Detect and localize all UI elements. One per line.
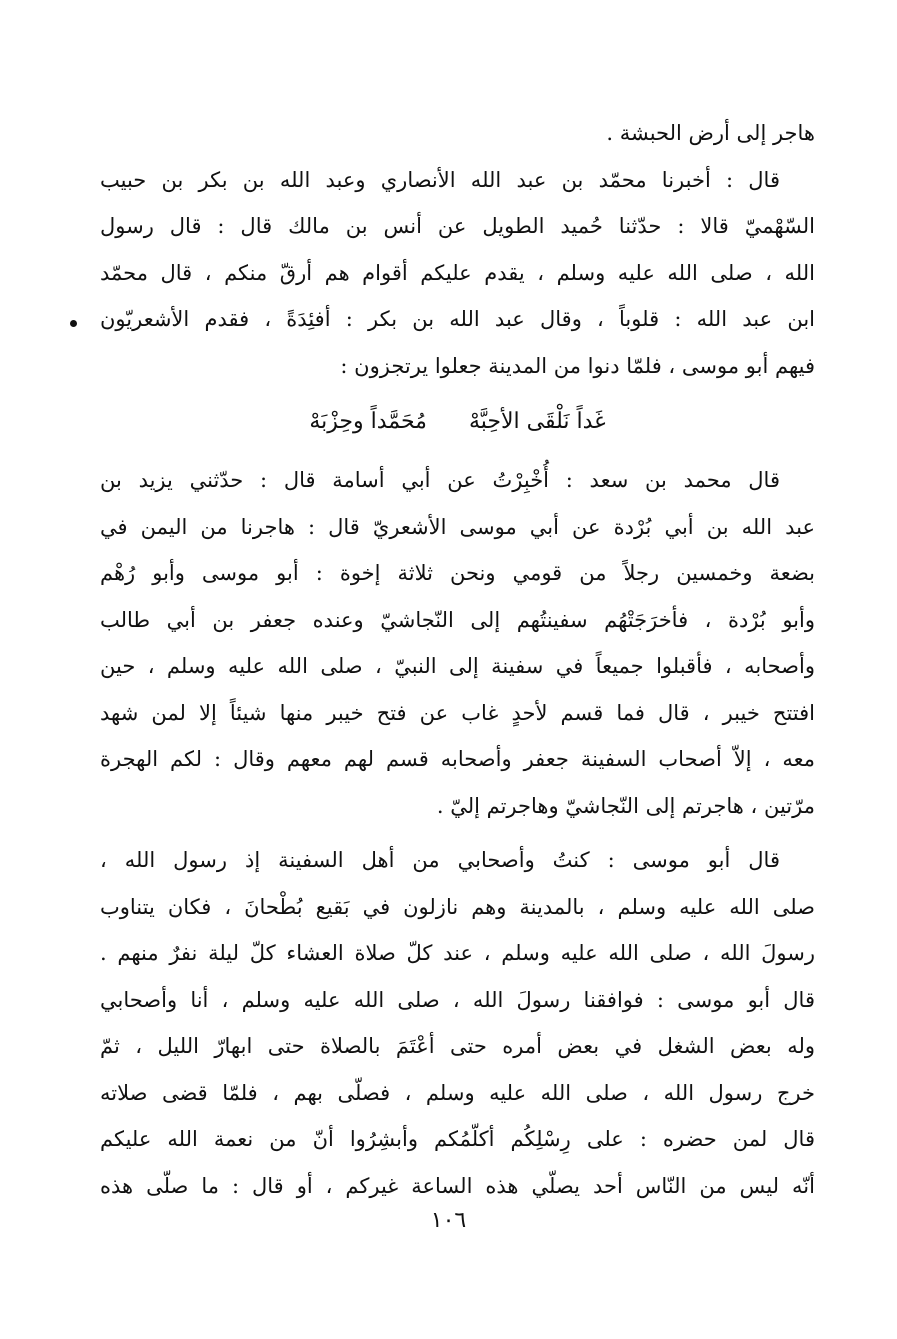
- margin-dot: [70, 320, 77, 327]
- text-line: قال : أخبرنا محمّد بن عبد الله الأنصاري وعبد الله بن بكر بن حبيب: [100, 167, 780, 192]
- verse-hemistich-1: غَداً نَلْقَى الأحِبَّهْ: [468, 409, 606, 434]
- text-line: ابن عبد الله : قلوباً ، وقال عبد الله بن بكر : أفئِدَةً ، فقدم الأشعريّون: [100, 307, 815, 331]
- verse-hemistich-2: مُحَمَّداً وحِزْبَهْ: [309, 409, 427, 434]
- paragraph-1: [100, 110, 815, 157]
- text-line: معه ، إلاّ أصحاب السفينة جعفر وأصحابه قسم لهم معهم وقال : لكم الهجرة: [100, 747, 815, 771]
- paragraph-2: [100, 157, 815, 390]
- text-line: السّهْميّ قالا : حدّثنا حُميد الطويل عن أنس بن مالك قال : قال رسول: [100, 214, 815, 238]
- text-line: صلى الله عليه وسلم ، بالمدينة وهم نازلون في بَقيع بُطْحانَ ، فكان يتناوب: [100, 894, 815, 919]
- text-line: الله ، صلى الله عليه وسلم ، يقدم عليكم أقوام هم أرقّ منكم ، قال محمّد: [100, 260, 815, 285]
- text-line: وأبو بُرْدة ، فأخرَجَتْهُم سفينتُهم إلى النّجاشيّ وعنده جعفر بن أبي طالب: [100, 607, 815, 632]
- text-line: قال لمن حضره : على رِسْلِكُم أكلّمُكم وأبشِرُوا أنّ من نعمة الله عليكم: [100, 1127, 815, 1151]
- text-line: فيهم أبو موسى ، فلمّا دنوا من المدينة جعلوا يرتجزون :: [340, 353, 815, 378]
- verse: [100, 397, 815, 447]
- text-line: قال أبو موسى : كنتُ وأصحابي من أهل السفينة إذ رسول الله ،: [100, 848, 780, 872]
- text-line: خرج رسول الله ، صلى الله عليه وسلم ، فصلّى بهم ، فلمّا قضى صلاته: [100, 1080, 815, 1105]
- text-line: قال أبو موسى : فوافقنا رسولَ الله ، صلى الله عليه وسلم ، أنا وأصحابي: [100, 987, 815, 1012]
- text-line: رسولَ الله ، صلى الله عليه وسلم ، عند كلّ صلاة العشاء كلّ ليلة نفرٌ منهم .: [100, 941, 815, 965]
- text-line: وله بعض الشغل في بعض أمره حتى أعْتَمَ بالصلاة حتى ابهارّ الليل ، ثمّ: [100, 1034, 815, 1058]
- page-number: ١٠٦: [430, 1208, 467, 1233]
- text-line: عبد الله بن أبي بُرْدة عن أبي موسى الأشعريّ قال : هاجرنا من اليمن في: [100, 514, 815, 539]
- text-line: وأصحابه ، فأقبلوا جميعاً في سفينة إلى النبيّ ، صلى الله عليه وسلم ، حين: [100, 654, 815, 678]
- text-line: افتتح خيبر ، قال فما قسم لأحدٍ غاب عن فتح خيبر منها شيئاً إلا لمن شهد: [100, 700, 815, 725]
- paragraph-4: [100, 837, 815, 1209]
- paragraph-3: [100, 457, 815, 829]
- paragraph-gap: [100, 829, 815, 837]
- text-line: قال محمد بن سعد : أُخْبِرْتُ عن أبي أسامة قال : حدّثني يزيد بن: [100, 468, 780, 492]
- page-body: [100, 110, 815, 1209]
- text-line: هاجر إلى أرض الحبشة .: [606, 121, 815, 145]
- text-line: مرّتين ، هاجرتم إلى النّجاشيّ وهاجرتم إليّ .: [436, 793, 815, 818]
- text-line: أنّه ليس من النّاس أحد يصلّي هذه الساعة غيركم ، أو قال : ما صلّى هذه: [100, 1173, 815, 1198]
- text-line: بضعة وخمسين رجلاً من قومي ونحن ثلاثة إخوة : أبو موسى وأبو رُهْم: [100, 561, 815, 585]
